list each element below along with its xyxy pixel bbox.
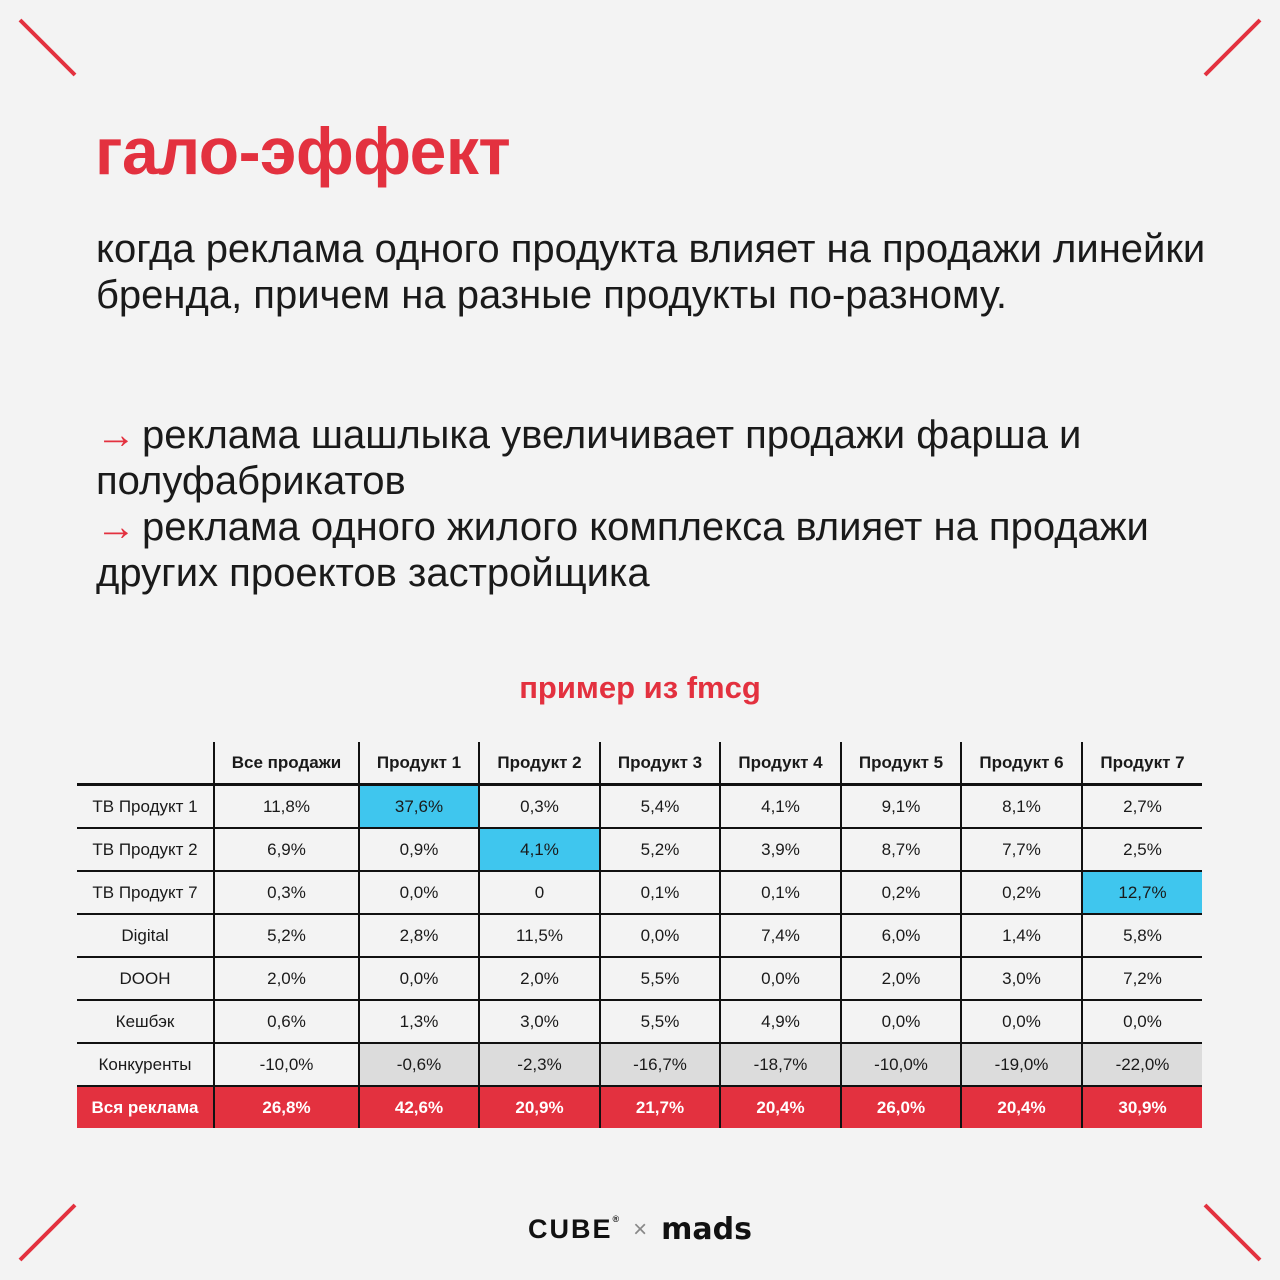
table-cell: 0,0% <box>600 914 720 957</box>
total-cell: 20,9% <box>479 1086 600 1128</box>
row-label: DOOH <box>77 957 214 1000</box>
table-cell: 5,2% <box>214 914 359 957</box>
table-cell: 3,9% <box>720 828 841 871</box>
column-header: Продукт 5 <box>841 742 961 785</box>
table-cell: 0,2% <box>961 871 1082 914</box>
table-cell: 5,5% <box>600 1000 720 1043</box>
table-cell: 9,1% <box>841 785 961 829</box>
table-cell: 7,7% <box>961 828 1082 871</box>
table-cell: 11,8% <box>214 785 359 829</box>
table-cell: 0,0% <box>961 1000 1082 1043</box>
bullet-list <box>96 412 1216 596</box>
bullet-item <box>96 412 1216 504</box>
column-header: Продукт 2 <box>479 742 600 785</box>
registered-mark: ® <box>612 1214 620 1224</box>
row-label: Кешбэк <box>77 1000 214 1043</box>
table-cell: 2,7% <box>1082 785 1202 829</box>
column-header: Продукт 7 <box>1082 742 1202 785</box>
table-cell-negative: -10,0% <box>841 1043 961 1086</box>
corner-mark-top-left <box>0 0 80 80</box>
table-cell-highlighted: 12,7% <box>1082 871 1202 914</box>
total-cell: 20,4% <box>720 1086 841 1128</box>
table-cell: 0,0% <box>359 871 479 914</box>
table-cell: 8,1% <box>961 785 1082 829</box>
table-cell: 0,0% <box>720 957 841 1000</box>
table-row <box>77 871 1202 914</box>
column-header: Продукт 6 <box>961 742 1082 785</box>
table-cell-negative: -0,6% <box>359 1043 479 1086</box>
total-cell: 30,9% <box>1082 1086 1202 1128</box>
table-cell: 5,5% <box>600 957 720 1000</box>
page-title: гало-эффект <box>95 114 511 188</box>
bullet-text: реклама шашлыка увеличивает продажи фарша и полуфабрикатов <box>96 413 1082 503</box>
table-cell: 7,2% <box>1082 957 1202 1000</box>
table-row <box>77 914 1202 957</box>
total-cell: 26,0% <box>841 1086 961 1128</box>
table-cell: 0,3% <box>214 871 359 914</box>
table-cell: 4,1% <box>720 785 841 829</box>
column-header: Продукт 3 <box>600 742 720 785</box>
cube-logo <box>528 1214 619 1245</box>
table-cell-negative: -19,0% <box>961 1043 1082 1086</box>
table-cell: 0,2% <box>841 871 961 914</box>
table-cell: 6,9% <box>214 828 359 871</box>
table-row <box>77 785 1202 829</box>
table-cell-negative: -2,3% <box>479 1043 600 1086</box>
total-cell: 42,6% <box>359 1086 479 1128</box>
column-header: Продукт 1 <box>359 742 479 785</box>
table-cell: 0,0% <box>1082 1000 1202 1043</box>
table-cell: 8,7% <box>841 828 961 871</box>
table-cell-negative: -18,7% <box>720 1043 841 1086</box>
row-label: ТВ Продукт 2 <box>77 828 214 871</box>
table-subtitle: пример из fmcg <box>519 670 761 705</box>
table-header-row <box>77 742 1202 785</box>
column-header: Продукт 4 <box>720 742 841 785</box>
bullet-item <box>96 504 1216 596</box>
bullet-text: реклама одного жилого комплекса влияет на продажи других проектов застройщика <box>96 505 1149 595</box>
table-cell: 2,5% <box>1082 828 1202 871</box>
corner-mark-top-right <box>1200 0 1280 80</box>
table-cell: 5,8% <box>1082 914 1202 957</box>
table-cell: 3,0% <box>961 957 1082 1000</box>
separator-x-icon: × <box>633 1215 648 1243</box>
table-row <box>77 1000 1202 1043</box>
halo-effect-table <box>77 742 1202 1128</box>
table-cell: -10,0% <box>214 1043 359 1086</box>
table-cell: 4,9% <box>720 1000 841 1043</box>
table-cell: 3,0% <box>479 1000 600 1043</box>
table-cell: 0,0% <box>841 1000 961 1043</box>
arrow-right-icon: → <box>96 413 136 457</box>
table-cell-highlighted: 4,1% <box>479 828 600 871</box>
footer-logos <box>0 1212 1280 1247</box>
total-cell: 26,8% <box>214 1086 359 1128</box>
intro-text: когда реклама одного продукта влияет на продажи линейки бренда, причем на разные продукты по-разному. <box>96 227 1206 317</box>
table-cell: 5,2% <box>600 828 720 871</box>
table-cell: 0,0% <box>359 957 479 1000</box>
row-label: ТВ Продукт 7 <box>77 871 214 914</box>
table-cell: 5,4% <box>600 785 720 829</box>
table-row-competitors <box>77 1043 1202 1086</box>
table-cell: 2,0% <box>214 957 359 1000</box>
table-cell-negative: -16,7% <box>600 1043 720 1086</box>
table-cell: 0,6% <box>214 1000 359 1043</box>
table-cell: 0 <box>479 871 600 914</box>
row-label: ТВ Продукт 1 <box>77 785 214 829</box>
table-row <box>77 957 1202 1000</box>
table-cell: 1,4% <box>961 914 1082 957</box>
table-total-row <box>77 1086 1202 1128</box>
table-cell-negative: -22,0% <box>1082 1043 1202 1086</box>
row-label: Конкуренты <box>77 1043 214 1086</box>
table-cell: 7,4% <box>720 914 841 957</box>
table-cell: 2,8% <box>359 914 479 957</box>
table-cell: 1,3% <box>359 1000 479 1043</box>
table-cell-highlighted: 37,6% <box>359 785 479 829</box>
table-cell: 6,0% <box>841 914 961 957</box>
table-cell: 2,0% <box>479 957 600 1000</box>
table-cell: 0,1% <box>600 871 720 914</box>
table-cell: 2,0% <box>841 957 961 1000</box>
row-label: Digital <box>77 914 214 957</box>
table-row <box>77 828 1202 871</box>
table-corner-cell <box>77 742 214 785</box>
total-cell: 21,7% <box>600 1086 720 1128</box>
cube-logo-text: CUBE <box>527 1214 613 1244</box>
column-header: Все продажи <box>214 742 359 785</box>
table-cell: 11,5% <box>479 914 600 957</box>
total-cell: 20,4% <box>961 1086 1082 1128</box>
mads-logo: mads <box>661 1212 752 1247</box>
table-cell: 0,1% <box>720 871 841 914</box>
arrow-right-icon: → <box>96 505 136 549</box>
table-cell: 0,3% <box>479 785 600 829</box>
total-row-label: Вся реклама <box>77 1086 214 1128</box>
table-cell: 0,9% <box>359 828 479 871</box>
